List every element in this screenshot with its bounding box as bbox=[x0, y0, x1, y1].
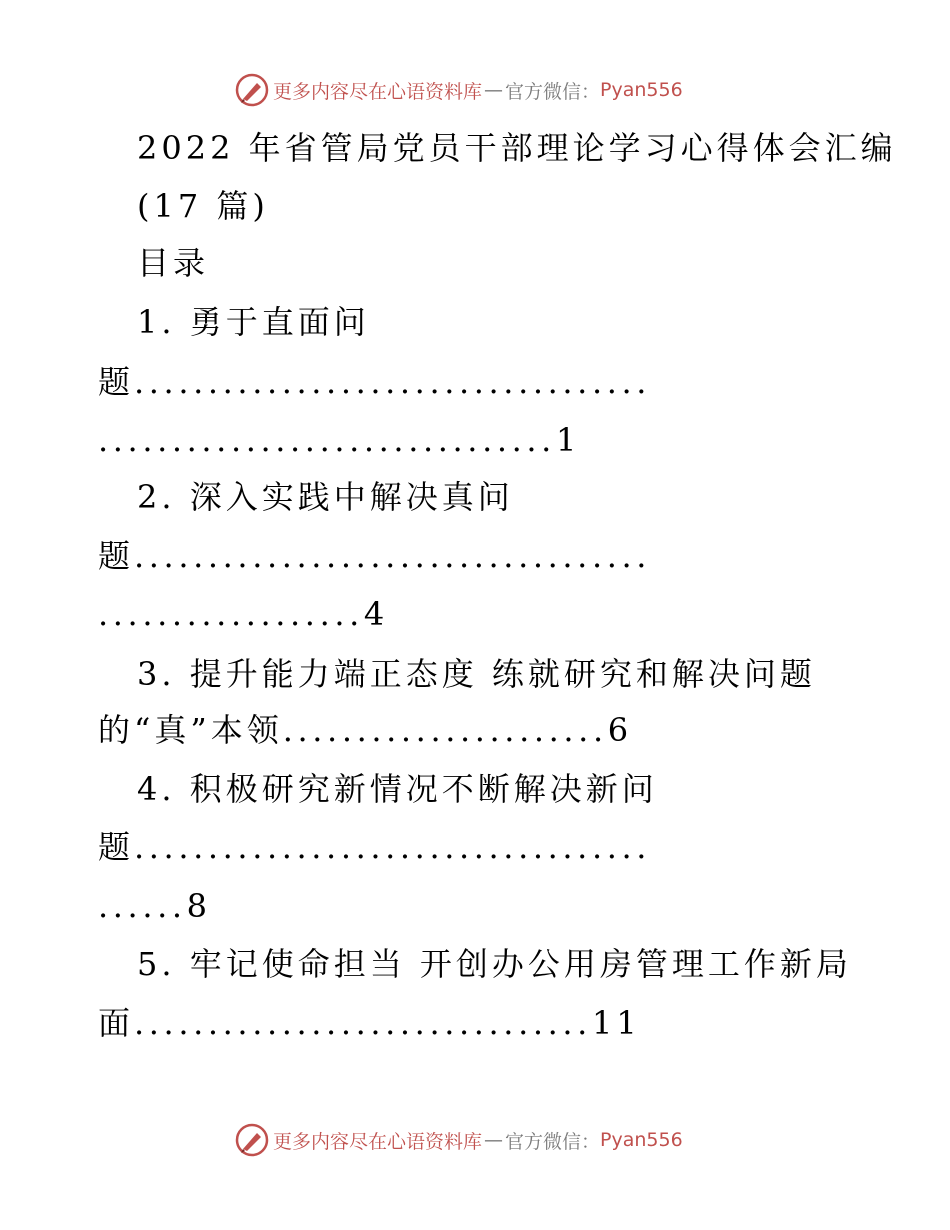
pen-logo-icon bbox=[235, 1123, 269, 1157]
watermark-dash: — bbox=[484, 1129, 504, 1151]
toc-entry-2-leader: ..................4 bbox=[98, 595, 389, 633]
toc-entry-3-page: 6 bbox=[607, 711, 633, 749]
watermark-dash: — bbox=[484, 79, 504, 101]
toc-entry-3-title: 3. 提升能力端正态度 练就研究和解决问题 bbox=[137, 655, 816, 693]
watermark-prefix: 官方微信： bbox=[505, 1130, 601, 1153]
toc-entry-5-page: 11 bbox=[591, 1004, 641, 1042]
toc-entry-2-title: 2. 深入实践中解决真问 bbox=[137, 478, 514, 516]
toc-entry-1-cont: 题................................... bbox=[98, 363, 652, 401]
header-watermark bbox=[235, 72, 683, 108]
toc-heading: 目录 bbox=[137, 244, 210, 282]
toc-entry-3-cont: 的“真”本领......................6 bbox=[98, 711, 633, 749]
toc-entry-2-cont: 题................................... bbox=[98, 537, 652, 575]
document-title-line1: 2022 年省管局党员干部理论学习心得体会汇编 bbox=[137, 129, 897, 167]
toc-entry-1-leader: ...............................1 bbox=[98, 421, 581, 459]
watermark-id: Pyan556 bbox=[600, 79, 683, 101]
document-title-line2: (17 篇) bbox=[137, 187, 269, 225]
toc-entry-2-page: 4 bbox=[363, 595, 389, 633]
watermark-text: 更多内容尽在心语资料库 bbox=[273, 80, 483, 103]
toc-entry-1-page: 1 bbox=[555, 421, 581, 459]
toc-entry-4-page: 8 bbox=[186, 887, 211, 925]
toc-entry-1-title: 1. 勇于直面问 bbox=[137, 303, 370, 341]
watermark-text: 更多内容尽在心语资料库 bbox=[273, 1130, 483, 1153]
watermark-prefix: 官方微信： bbox=[505, 80, 601, 103]
toc-entry-4-cont: 题................................... bbox=[98, 828, 652, 866]
toc-entry-5-title: 5. 牢记使命担当 开创办公用房管理工作新局 bbox=[137, 945, 852, 983]
pen-logo-icon bbox=[235, 73, 269, 107]
footer-watermark bbox=[235, 1122, 683, 1158]
toc-entry-4-title: 4. 积极研究新情况不断解决新问 bbox=[137, 770, 658, 808]
toc-entry-4-leader: ......8 bbox=[98, 887, 211, 925]
watermark-id: Pyan556 bbox=[600, 1129, 683, 1151]
toc-entry-5-cont: 面...............................11 bbox=[98, 1004, 641, 1042]
